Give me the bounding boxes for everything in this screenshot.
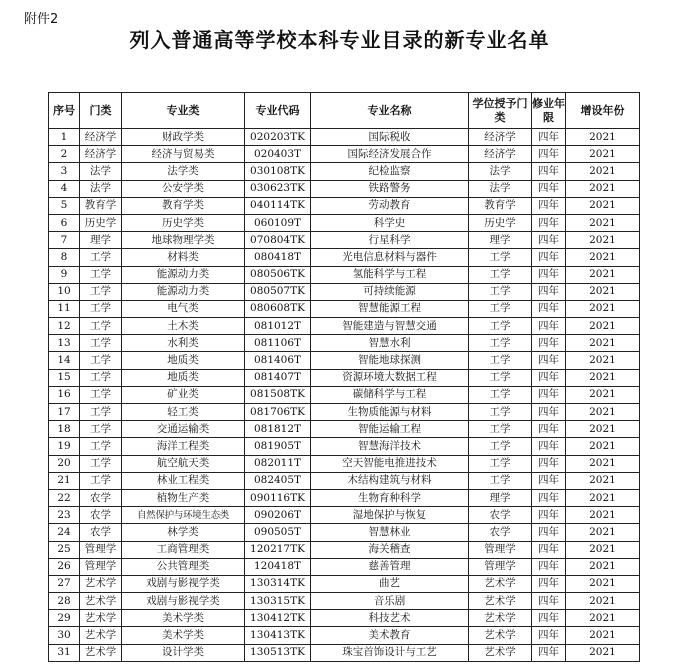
cell-major-name: 空天智能电推进技术	[311, 455, 469, 472]
cell-major-code: 081905T	[245, 438, 311, 455]
cell-degree-discipline: 工学	[469, 386, 532, 403]
cell-degree-discipline: 工学	[469, 369, 532, 386]
cell-major-class: 轻工类	[122, 404, 245, 421]
cell-study-length: 四年	[532, 644, 566, 661]
cell-year-added: 2021	[566, 541, 640, 558]
table-row	[49, 627, 640, 644]
table-row	[49, 558, 640, 575]
cell-degree-discipline: 工学	[469, 283, 532, 300]
cell-year-added: 2021	[566, 472, 640, 489]
cell-discipline: 艺术学	[80, 644, 122, 661]
cell-major-name: 铁路警务	[311, 180, 469, 197]
cell-study-length: 四年	[532, 386, 566, 403]
cell-major-code: 130413TK	[245, 627, 311, 644]
cell-discipline: 工学	[80, 283, 122, 300]
cell-discipline: 管理学	[80, 558, 122, 575]
cell-discipline: 历史学	[80, 214, 122, 231]
cell-year-added: 2021	[566, 335, 640, 352]
cell-degree-discipline: 经济学	[469, 146, 532, 163]
cell-major-class: 交通运输类	[122, 421, 245, 438]
table-row	[49, 610, 640, 627]
cell-degree-discipline: 工学	[469, 335, 532, 352]
cell-major-name: 湿地保护与恢复	[311, 507, 469, 524]
cell-major-class: 设计学类	[122, 644, 245, 661]
cell-index: 7	[49, 232, 80, 249]
cell-discipline: 工学	[80, 335, 122, 352]
cell-index: 21	[49, 472, 80, 489]
cell-index: 16	[49, 386, 80, 403]
cell-study-length: 四年	[532, 318, 566, 335]
cell-year-added: 2021	[566, 266, 640, 283]
cell-major-code: 130314TK	[245, 575, 311, 592]
cell-major-name: 智能建造与智慧交通	[311, 318, 469, 335]
cell-major-class: 航空航天类	[122, 455, 245, 472]
table-row	[49, 489, 640, 506]
cell-year-added: 2021	[566, 610, 640, 627]
table-row	[49, 249, 640, 266]
cell-index: 1	[49, 129, 80, 146]
cell-study-length: 四年	[532, 455, 566, 472]
cell-index: 8	[49, 249, 80, 266]
table-row	[49, 352, 640, 369]
cell-index: 22	[49, 489, 80, 506]
table-row	[49, 524, 640, 541]
cell-year-added: 2021	[566, 524, 640, 541]
attachment-label: 附件2	[24, 12, 59, 27]
cell-discipline: 艺术学	[80, 575, 122, 592]
cell-year-added: 2021	[566, 386, 640, 403]
cell-major-class: 植物生产类	[122, 489, 245, 506]
cell-degree-discipline: 工学	[469, 249, 532, 266]
cell-study-length: 四年	[532, 283, 566, 300]
cell-discipline: 艺术学	[80, 593, 122, 610]
cell-degree-discipline: 管理学	[469, 541, 532, 558]
cell-degree-discipline: 农学	[469, 524, 532, 541]
cell-discipline: 艺术学	[80, 610, 122, 627]
cell-major-class: 土木类	[122, 318, 245, 335]
cell-index: 4	[49, 180, 80, 197]
cell-major-class: 公安学类	[122, 180, 245, 197]
cell-discipline: 农学	[80, 507, 122, 524]
cell-degree-discipline: 法学	[469, 180, 532, 197]
cell-study-length: 四年	[532, 627, 566, 644]
cell-major-name: 海关稽查	[311, 541, 469, 558]
cell-major-name: 智慧林业	[311, 524, 469, 541]
table-row	[49, 421, 640, 438]
cell-index: 2	[49, 146, 80, 163]
cell-study-length: 四年	[532, 180, 566, 197]
cell-degree-discipline: 法学	[469, 163, 532, 180]
cell-major-name: 碳储科学与工程	[311, 386, 469, 403]
cell-major-code: 081106T	[245, 335, 311, 352]
table-row	[49, 214, 640, 231]
cell-discipline: 法学	[80, 163, 122, 180]
cell-degree-discipline: 经济学	[469, 129, 532, 146]
header-index: 序号	[49, 93, 80, 129]
cell-major-code: 040114TK	[245, 197, 311, 214]
table-row	[49, 644, 640, 661]
cell-study-length: 四年	[532, 129, 566, 146]
cell-major-class: 美术学类	[122, 610, 245, 627]
cell-study-length: 四年	[532, 593, 566, 610]
cell-major-name: 光电信息材料与器件	[311, 249, 469, 266]
cell-discipline: 工学	[80, 404, 122, 421]
cell-study-length: 四年	[532, 472, 566, 489]
cell-degree-discipline: 工学	[469, 404, 532, 421]
cell-discipline: 工学	[80, 421, 122, 438]
cell-major-name: 智慧能源工程	[311, 300, 469, 317]
cell-major-code: 080418T	[245, 249, 311, 266]
cell-index: 27	[49, 575, 80, 592]
table-header-row	[49, 93, 640, 129]
cell-degree-discipline: 工学	[469, 318, 532, 335]
cell-degree-discipline: 工学	[469, 266, 532, 283]
cell-major-code: 090206T	[245, 507, 311, 524]
table-row	[49, 146, 640, 163]
cell-major-code: 030623TK	[245, 180, 311, 197]
header-discipline: 门类	[80, 93, 122, 129]
cell-degree-discipline: 管理学	[469, 558, 532, 575]
cell-year-added: 2021	[566, 369, 640, 386]
table-row	[49, 369, 640, 386]
cell-major-name: 可持续能源	[311, 283, 469, 300]
header-major-code: 专业代码	[245, 93, 311, 129]
cell-major-class: 工商管理类	[122, 541, 245, 558]
cell-year-added: 2021	[566, 163, 640, 180]
cell-discipline: 艺术学	[80, 627, 122, 644]
cell-study-length: 四年	[532, 369, 566, 386]
table-row	[49, 575, 640, 592]
cell-year-added: 2021	[566, 627, 640, 644]
cell-index: 29	[49, 610, 80, 627]
table-row	[49, 593, 640, 610]
cell-study-length: 四年	[532, 421, 566, 438]
cell-index: 25	[49, 541, 80, 558]
table-row	[49, 197, 640, 214]
cell-index: 5	[49, 197, 80, 214]
cell-major-name: 慈善管理	[311, 558, 469, 575]
cell-degree-discipline: 工学	[469, 352, 532, 369]
table-row	[49, 318, 640, 335]
cell-study-length: 四年	[532, 541, 566, 558]
cell-major-name: 氢能科学与工程	[311, 266, 469, 283]
table-row	[49, 404, 640, 421]
cell-discipline: 工学	[80, 472, 122, 489]
table-row	[49, 472, 640, 489]
cell-index: 15	[49, 369, 80, 386]
cell-major-name: 智慧海洋技术	[311, 438, 469, 455]
cell-major-class: 教育学类	[122, 197, 245, 214]
cell-year-added: 2021	[566, 146, 640, 163]
cell-index: 3	[49, 163, 80, 180]
table-row	[49, 507, 640, 524]
cell-index: 19	[49, 438, 80, 455]
table-row	[49, 386, 640, 403]
cell-major-class: 林学类	[122, 524, 245, 541]
cell-study-length: 四年	[532, 507, 566, 524]
cell-major-code: 082011T	[245, 455, 311, 472]
cell-discipline: 工学	[80, 438, 122, 455]
header-year-added: 增设年份	[566, 93, 640, 129]
cell-discipline: 工学	[80, 266, 122, 283]
cell-major-name: 曲艺	[311, 575, 469, 592]
cell-major-code: 090116TK	[245, 489, 311, 506]
cell-major-code: 030108TK	[245, 163, 311, 180]
page-title: 列入普通高等学校本科专业目录的新专业名单	[129, 28, 550, 52]
cell-major-name: 智能地球探测	[311, 352, 469, 369]
cell-index: 17	[49, 404, 80, 421]
table-row	[49, 300, 640, 317]
cell-index: 13	[49, 335, 80, 352]
cell-major-class: 水利类	[122, 335, 245, 352]
cell-study-length: 四年	[532, 438, 566, 455]
cell-study-length: 四年	[532, 163, 566, 180]
cell-major-name: 纪检监察	[311, 163, 469, 180]
cell-degree-discipline: 艺术学	[469, 575, 532, 592]
cell-major-code: 020203TK	[245, 129, 311, 146]
cell-discipline: 工学	[80, 318, 122, 335]
cell-discipline: 教育学	[80, 197, 122, 214]
cell-degree-discipline: 历史学	[469, 214, 532, 231]
cell-discipline: 经济学	[80, 129, 122, 146]
cell-study-length: 四年	[532, 489, 566, 506]
cell-major-code: 090505T	[245, 524, 311, 541]
cell-year-added: 2021	[566, 249, 640, 266]
cell-degree-discipline: 艺术学	[469, 627, 532, 644]
cell-discipline: 工学	[80, 386, 122, 403]
cell-study-length: 四年	[532, 249, 566, 266]
cell-major-code: 081508TK	[245, 386, 311, 403]
cell-index: 28	[49, 593, 80, 610]
cell-year-added: 2021	[566, 352, 640, 369]
cell-major-class: 财政学类	[122, 129, 245, 146]
cell-index: 30	[49, 627, 80, 644]
cell-discipline: 工学	[80, 352, 122, 369]
cell-degree-discipline: 教育学	[469, 197, 532, 214]
cell-degree-discipline: 农学	[469, 507, 532, 524]
table-row	[49, 266, 640, 283]
cell-major-class: 历史学类	[122, 214, 245, 231]
cell-major-class: 地质类	[122, 369, 245, 386]
cell-degree-discipline: 工学	[469, 438, 532, 455]
header-major-class: 专业类	[122, 93, 245, 129]
cell-discipline: 工学	[80, 455, 122, 472]
header-degree-discipline: 学位授予门类	[469, 93, 532, 129]
cell-major-name: 生物育种科学	[311, 489, 469, 506]
cell-index: 14	[49, 352, 80, 369]
cell-index: 23	[49, 507, 80, 524]
table-row	[49, 163, 640, 180]
table-row	[49, 455, 640, 472]
cell-discipline: 农学	[80, 524, 122, 541]
cell-degree-discipline: 工学	[469, 421, 532, 438]
cell-study-length: 四年	[532, 300, 566, 317]
cell-discipline: 工学	[80, 369, 122, 386]
table-row	[49, 335, 640, 352]
cell-study-length: 四年	[532, 197, 566, 214]
cell-major-name: 木结构建筑与材料	[311, 472, 469, 489]
cell-major-code: 130315TK	[245, 593, 311, 610]
header-study-length: 修业年限	[532, 93, 566, 129]
cell-study-length: 四年	[532, 335, 566, 352]
cell-discipline: 农学	[80, 489, 122, 506]
table-row	[49, 232, 640, 249]
cell-major-code: 120217TK	[245, 541, 311, 558]
cell-major-class: 美术学类	[122, 627, 245, 644]
cell-discipline: 工学	[80, 249, 122, 266]
cell-year-added: 2021	[566, 558, 640, 575]
cell-degree-discipline: 理学	[469, 232, 532, 249]
cell-year-added: 2021	[566, 180, 640, 197]
cell-study-length: 四年	[532, 404, 566, 421]
cell-major-code: 020403T	[245, 146, 311, 163]
cell-discipline: 工学	[80, 300, 122, 317]
cell-index: 18	[49, 421, 80, 438]
cell-year-added: 2021	[566, 507, 640, 524]
cell-major-class: 电气类	[122, 300, 245, 317]
cell-major-code: 120418T	[245, 558, 311, 575]
cell-index: 9	[49, 266, 80, 283]
cell-year-added: 2021	[566, 438, 640, 455]
cell-study-length: 四年	[532, 214, 566, 231]
cell-major-class: 林业工程类	[122, 472, 245, 489]
cell-discipline: 管理学	[80, 541, 122, 558]
cell-degree-discipline: 艺术学	[469, 644, 532, 661]
cell-major-name: 智能运输工程	[311, 421, 469, 438]
new-majors-table	[48, 92, 640, 662]
cell-degree-discipline: 艺术学	[469, 610, 532, 627]
cell-degree-discipline: 工学	[469, 455, 532, 472]
cell-study-length: 四年	[532, 352, 566, 369]
cell-major-code: 081706TK	[245, 404, 311, 421]
cell-degree-discipline: 理学	[469, 489, 532, 506]
cell-major-class: 经济与贸易类	[122, 146, 245, 163]
cell-study-length: 四年	[532, 266, 566, 283]
cell-index: 20	[49, 455, 80, 472]
cell-major-name: 珠宝首饰设计与工艺	[311, 644, 469, 661]
cell-index: 12	[49, 318, 80, 335]
cell-major-code: 130513TK	[245, 644, 311, 661]
cell-year-added: 2021	[566, 318, 640, 335]
cell-degree-discipline: 艺术学	[469, 593, 532, 610]
cell-index: 11	[49, 300, 80, 317]
cell-discipline: 经济学	[80, 146, 122, 163]
cell-major-code: 080506TK	[245, 266, 311, 283]
cell-major-class: 能源动力类	[122, 266, 245, 283]
cell-major-name: 行星科学	[311, 232, 469, 249]
cell-major-class: 矿业类	[122, 386, 245, 403]
cell-year-added: 2021	[566, 489, 640, 506]
cell-major-code: 130412TK	[245, 610, 311, 627]
cell-study-length: 四年	[532, 524, 566, 541]
cell-study-length: 四年	[532, 232, 566, 249]
cell-study-length: 四年	[532, 610, 566, 627]
table-row	[49, 541, 640, 558]
cell-major-code: 070804TK	[245, 232, 311, 249]
table-row	[49, 129, 640, 146]
cell-major-code: 080507TK	[245, 283, 311, 300]
cell-major-class: 戏剧与影视学类	[122, 575, 245, 592]
table-row	[49, 180, 640, 197]
cell-year-added: 2021	[566, 232, 640, 249]
cell-index: 6	[49, 214, 80, 231]
cell-major-code: 080608TK	[245, 300, 311, 317]
cell-year-added: 2021	[566, 129, 640, 146]
cell-major-name: 美术教育	[311, 627, 469, 644]
cell-major-name: 资源环境大数据工程	[311, 369, 469, 386]
cell-major-code: 081406T	[245, 352, 311, 369]
cell-year-added: 2021	[566, 197, 640, 214]
cell-year-added: 2021	[566, 214, 640, 231]
cell-major-class: 戏剧与影视学类	[122, 593, 245, 610]
cell-degree-discipline: 工学	[469, 300, 532, 317]
cell-discipline: 理学	[80, 232, 122, 249]
cell-major-name: 国际税收	[311, 129, 469, 146]
table-row	[49, 438, 640, 455]
cell-major-code: 081812T	[245, 421, 311, 438]
cell-major-class: 地质类	[122, 352, 245, 369]
cell-major-class: 地球物理学类	[122, 232, 245, 249]
cell-degree-discipline: 工学	[469, 472, 532, 489]
cell-major-name: 国际经济发展合作	[311, 146, 469, 163]
cell-year-added: 2021	[566, 404, 640, 421]
cell-study-length: 四年	[532, 575, 566, 592]
cell-index: 26	[49, 558, 80, 575]
cell-major-name: 科学史	[311, 214, 469, 231]
table-row	[49, 283, 640, 300]
cell-major-name: 音乐剧	[311, 593, 469, 610]
cell-year-added: 2021	[566, 421, 640, 438]
header-major-name: 专业名称	[311, 93, 469, 129]
cell-index: 24	[49, 524, 80, 541]
cell-discipline: 法学	[80, 180, 122, 197]
cell-index: 31	[49, 644, 80, 661]
cell-year-added: 2021	[566, 644, 640, 661]
cell-major-code: 081407T	[245, 369, 311, 386]
cell-major-name: 劳动教育	[311, 197, 469, 214]
cell-major-name: 智慧水利	[311, 335, 469, 352]
cell-index: 10	[49, 283, 80, 300]
cell-major-class: 法学类	[122, 163, 245, 180]
cell-study-length: 四年	[532, 146, 566, 163]
cell-year-added: 2021	[566, 300, 640, 317]
cell-year-added: 2021	[566, 455, 640, 472]
cell-major-code: 060109T	[245, 214, 311, 231]
cell-major-class: 海洋工程类	[122, 438, 245, 455]
cell-major-class: 能源动力类	[122, 283, 245, 300]
cell-major-class: 自然保护与环境生态类	[122, 507, 245, 524]
cell-major-name: 生物质能源与材料	[311, 404, 469, 421]
cell-major-class: 材料类	[122, 249, 245, 266]
cell-year-added: 2021	[566, 283, 640, 300]
cell-year-added: 2021	[566, 575, 640, 592]
cell-major-code: 082405T	[245, 472, 311, 489]
cell-major-class: 公共管理类	[122, 558, 245, 575]
cell-year-added: 2021	[566, 593, 640, 610]
cell-study-length: 四年	[532, 558, 566, 575]
cell-major-name: 科技艺术	[311, 610, 469, 627]
cell-major-code: 081012T	[245, 318, 311, 335]
